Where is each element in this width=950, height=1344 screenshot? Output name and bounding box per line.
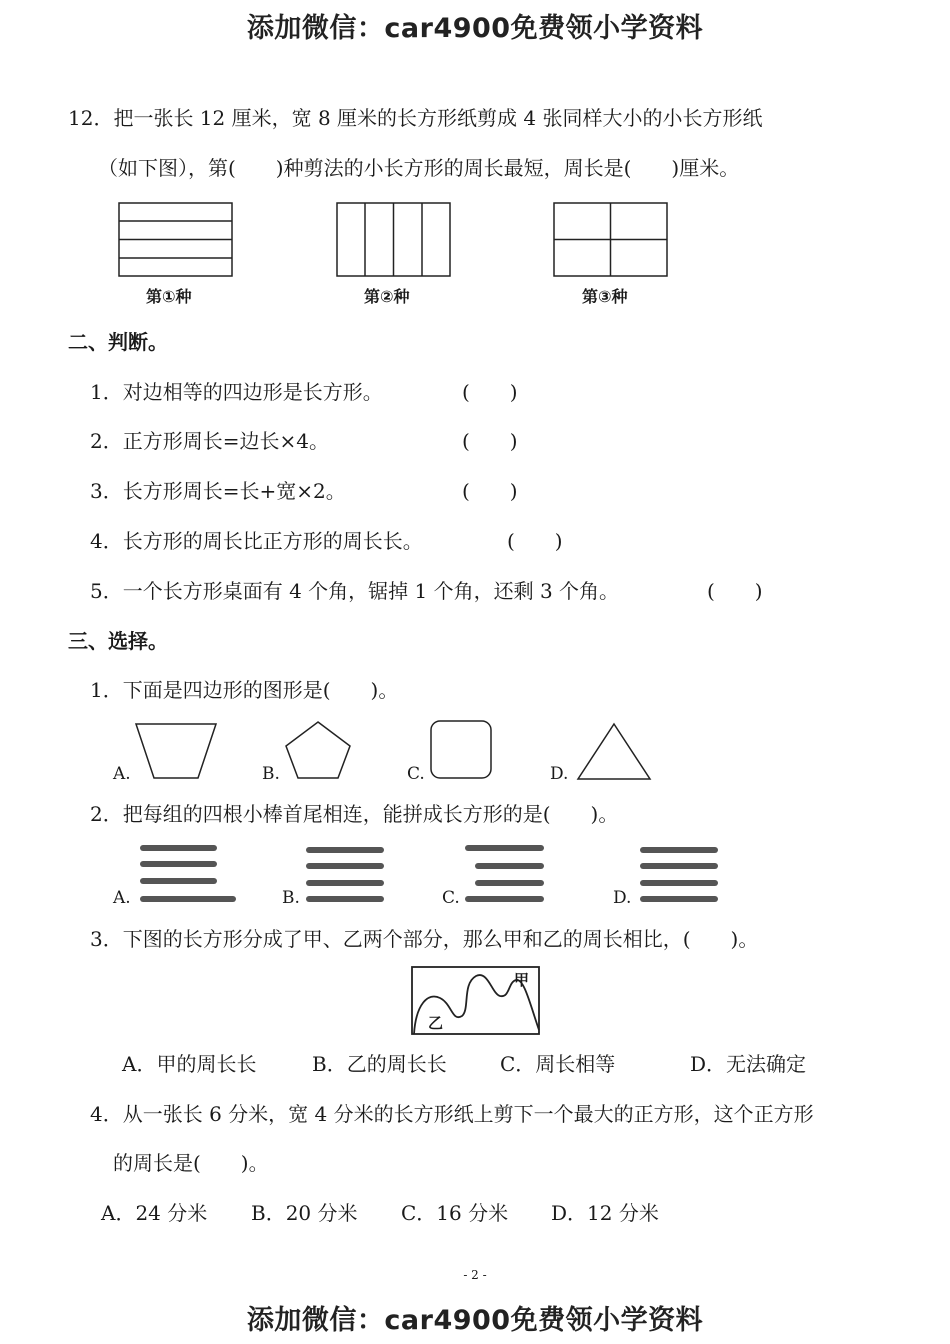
judge-answer-5[interactable]: ( )	[707, 579, 763, 603]
q3-divided-rectangle	[0, 964, 950, 1044]
stick-group-a	[143, 848, 233, 899]
q12-line2: （如下图），第( )种剪法的小长方形的周长最短，周长是( )厘米。	[98, 156, 740, 180]
trapezoid-shape	[136, 724, 216, 778]
watermark-banner-bottom: 添加微信：car4900免费领小学资料	[246, 1305, 704, 1336]
stick-group-b	[309, 850, 381, 899]
caption-method-2: 第②种	[364, 287, 410, 306]
choice-q4-line1: 4．从一张长 6 分米，宽 4 分米的长方形纸上剪下一个最大的正方形，这个正方形	[90, 1102, 814, 1126]
choice-q3-text: 3．下图的长方形分成了甲、乙两个部分，那么甲和乙的周长相比，( )。	[90, 927, 759, 951]
q4-option-c[interactable]: C．16 分米	[401, 1201, 509, 1225]
q3-option-b[interactable]: B．乙的周长长	[312, 1052, 447, 1076]
choice-q1-text: 1．下面是四边形的图形是( )。	[90, 678, 399, 702]
q4-option-b[interactable]: B．20 分米	[251, 1201, 358, 1225]
judge-answer-1[interactable]: ( )	[462, 380, 518, 404]
choice-q2-text: 2．把每组的四根小棒首尾相连，能拼成长方形的是( )。	[90, 802, 619, 826]
q4-option-d[interactable]: D．12 分米	[551, 1201, 659, 1225]
pentagon-shape	[286, 722, 350, 778]
q2-option-d[interactable]: D.	[613, 888, 632, 908]
q4-option-a[interactable]: A．24 分米	[101, 1201, 208, 1225]
q2-stick-options	[0, 840, 950, 910]
judge-answer-3[interactable]: ( )	[462, 479, 518, 503]
stick-group-d	[643, 850, 715, 899]
q2-option-b[interactable]: B.	[282, 888, 300, 908]
triangle-shape	[578, 724, 650, 779]
q12-cut-diagrams	[0, 200, 950, 300]
rounded-square-shape	[431, 721, 491, 778]
q3-option-d[interactable]: D．无法确定	[690, 1052, 807, 1076]
judge-answer-4[interactable]: ( )	[507, 529, 563, 553]
region-jia-label: 甲	[514, 971, 530, 989]
q1-option-b[interactable]: B.	[262, 764, 280, 784]
section3-heading: 三、选择。	[68, 629, 168, 653]
cut-method-1	[119, 203, 232, 276]
cut-method-2	[337, 203, 450, 276]
judge-answer-2[interactable]: ( )	[462, 429, 518, 453]
q1-option-d[interactable]: D.	[550, 764, 569, 784]
q1-option-c[interactable]: C.	[407, 764, 425, 784]
caption-method-1: 第①种	[146, 287, 192, 306]
q2-option-a[interactable]: A.	[113, 888, 131, 908]
region-yi-label: 乙	[428, 1014, 444, 1032]
q12-line1: 12．把一张长 12 厘米，宽 8 厘米的长方形纸剪成 4 张同样大小的小长方形纸	[68, 106, 763, 130]
judge-item-5: 5．一个长方形桌面有 4 个角，锯掉 1 个角，还剩 3 个角。	[90, 579, 620, 603]
judge-item-2: 2．正方形周长=边长×4。	[90, 429, 329, 453]
judge-item-4: 4．长方形的周长比正方形的周长长。	[90, 529, 423, 553]
q1-option-a[interactable]: A.	[113, 764, 131, 784]
judge-item-3: 3．长方形周长=长+宽×2。	[90, 479, 346, 503]
page-number: - 2 -	[463, 1268, 487, 1282]
judge-item-1: 1．对边相等的四边形是长方形。	[90, 380, 383, 404]
stick-group-c	[468, 848, 541, 899]
caption-method-3: 第③种	[582, 287, 628, 306]
choice-q4-line2: 的周长是( )。	[113, 1151, 269, 1175]
q1-shape-options	[0, 716, 950, 786]
cut-method-3	[554, 203, 667, 276]
q3-option-a[interactable]: A．甲的周长长	[122, 1052, 257, 1076]
q2-option-c[interactable]: C.	[442, 888, 460, 908]
q3-option-c[interactable]: C．周长相等	[500, 1052, 616, 1076]
watermark-banner-top: 添加微信：car4900免费领小学资料	[246, 13, 704, 44]
section2-heading: 二、判断。	[68, 330, 168, 354]
